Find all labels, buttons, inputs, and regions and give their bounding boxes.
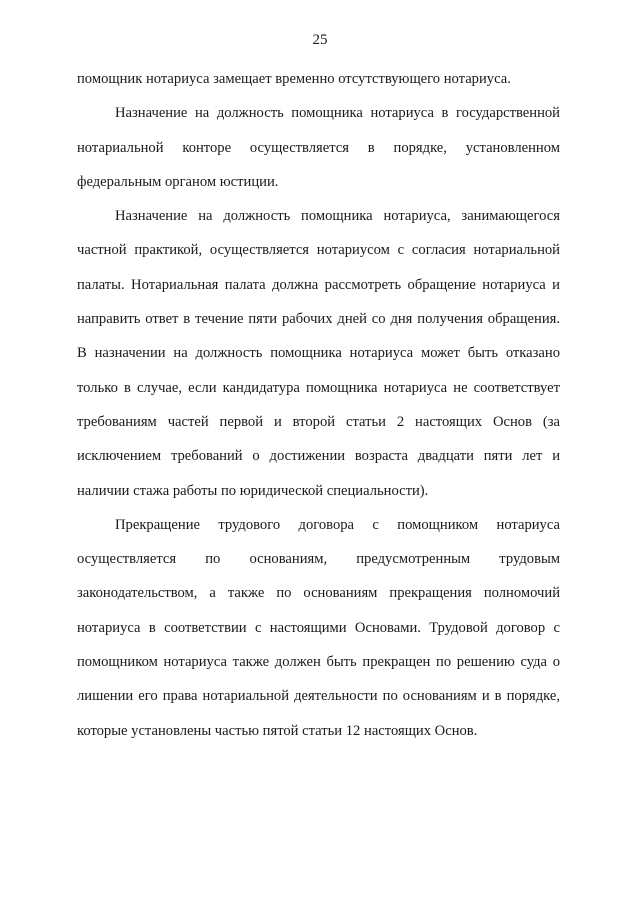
paragraph-4	[77, 508, 560, 748]
text-line: Назначение на должность помощника нотариуса, занимающегося	[115, 208, 560, 225]
text-line: федеральным органом юстиции.	[77, 173, 279, 190]
text-line: требованиям частей первой и второй статьи 2 настоящих Основ (за	[77, 413, 560, 430]
text-line: частной практикой, осуществляется нотариусом с согласия нотариальной	[77, 242, 560, 259]
paragraph-1	[77, 62, 560, 96]
text-line: нотариальной конторе осуществляется в порядке, установленном	[77, 139, 560, 156]
text-line: В назначении на должность помощника нотариуса может быть отказано	[77, 345, 560, 362]
text-line: палаты. Нотариальная палата должна рассмотреть обращение нотариуса и	[77, 276, 560, 293]
text-line: наличии стажа работы по юридической специальности).	[77, 482, 429, 499]
text-line: которые установлены частью пятой статьи 12 настоящих Основ.	[77, 722, 478, 739]
paragraph-3	[77, 199, 560, 508]
paragraph-2	[77, 96, 560, 199]
page-number: 25	[312, 32, 328, 48]
text-line: нотариуса в соответствии с настоящими Основами. Трудовой договор с	[77, 619, 560, 636]
text-line: законодательством, а также по основаниям прекращения полномочий	[77, 585, 560, 602]
text-line: помощник нотариуса замещает временно отсутствующего нотариуса.	[77, 71, 511, 87]
text-line: осуществляется по основаниям, предусмотренным трудовым	[77, 551, 560, 568]
text-line: Прекращение трудового договора с помощником нотариуса	[115, 516, 560, 533]
document-body	[77, 62, 560, 748]
text-line: помощником нотариуса также должен быть прекращен по решению суда о	[77, 654, 560, 671]
text-line: исключением требований о достижении возраста двадцати пяти лет и	[77, 448, 560, 465]
text-line: Назначение на должность помощника нотариуса в государственной	[115, 105, 560, 122]
text-line: лишении его права нотариальной деятельности по основаниям и в порядке,	[77, 688, 560, 705]
text-line: только в случае, если кандидатура помощника нотариуса не соответствует	[77, 379, 560, 396]
text-line: направить ответ в течение пяти рабочих дней со дня получения обращения.	[77, 311, 560, 328]
